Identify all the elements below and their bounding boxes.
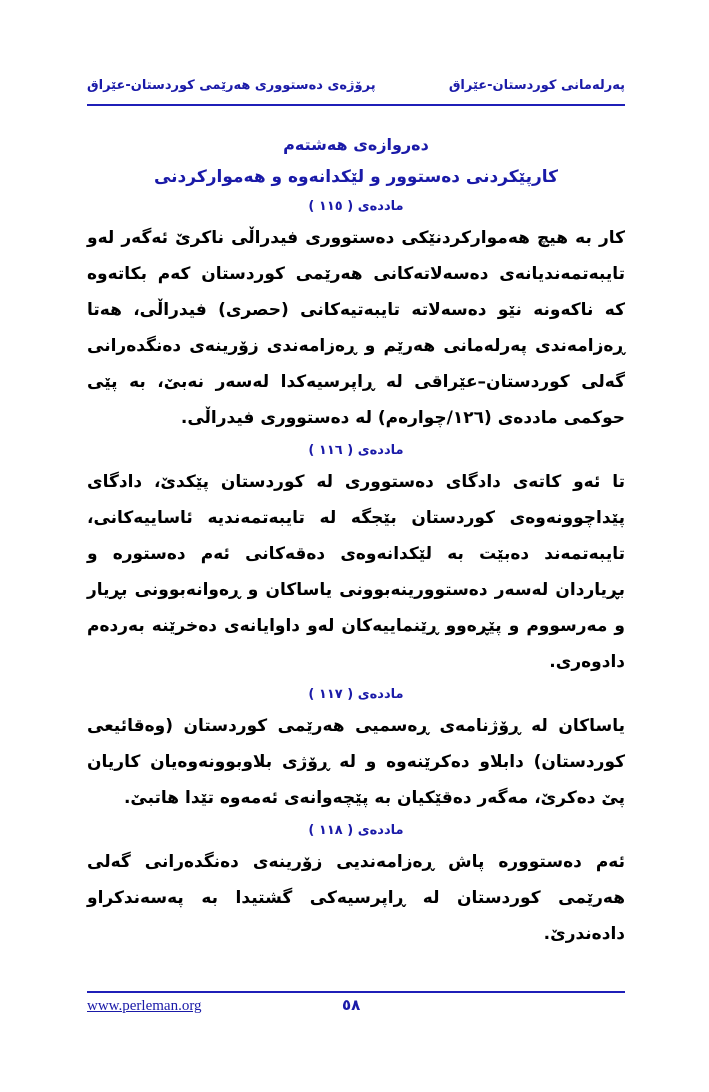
article-heading: ماددەی ( ١١٦ ) — [308, 443, 404, 458]
chapter-title: کارپێکردنی دەستوور و لێکدانەوە و هەمواركردنی — [153, 167, 559, 187]
article-heading: ماددەی ( ١١٥ ) — [308, 199, 404, 214]
article-heading: ماددەی ( ١١٧ ) — [308, 687, 404, 702]
article-text: تا ئەو کاتەی دادگای دەستووری لە کوردستان پێکدێ، دادگای پێداچوونەوەی کوردستان بێجگە لە تایبەتمەندیە ئاساییەکانی، تایبەتمەند دەبێت بە لێکدانەوەی دەقەکانی ئەم دەستورە و بڕیاردان لەسەر دەستوورینەبوونی یاساکان و ڕەوانەبوونی بڕیار و مەرسووم و پێڕەوو ڕێنماییەکان لەو داوایانەی دەخرێنە بەردەم دادوەری. — [87, 472, 625, 672]
page-header — [87, 78, 625, 93]
footer-rule — [87, 991, 625, 993]
footer-website-link[interactable]: www.perleman.org — [87, 998, 202, 1014]
page-number: ٥٨ — [342, 996, 361, 1014]
article-text: ئەم دەستوورە پاش ڕەزامەندیی زۆرینەی دەنگدەرانی گەلی هەرێمی کوردستان لە ڕاپرسیەکی گشتیدا بە پەسەندکراو دادەندرێ. — [87, 852, 625, 944]
article-text: یاساکان لە ڕۆژنامەی ڕەسمیی هەرێمی کوردستان (وەقائیعی کوردستان) دابلاو دەکرێنەوە و لە ڕۆژی بلاوبوونەوەیان کاریان پێ دەکرێ، مەگەر دەقێکیان بە پێچەوانەی ئەمەوە تێدا هاتبێ. — [87, 716, 625, 808]
page-body — [87, 132, 625, 952]
header-parliament-title: پەرلەمانی کوردستان-عێراق — [448, 78, 625, 93]
header-document-title: پرۆژەی دەستووری هەرێمی کوردستان-عێراق — [87, 78, 376, 93]
article-text: کار بە هیچ هەموارکردنێکی دەستووری فیدراڵی ناکرێ ئەگەر لەو تایبەتمەندیانەی دەسەلاتەکانی هەرێمی کوردستان کەم بکاتەوە کە ناکەونە نێو دەسەلاتە تایبەتیەکانی (حصری) فیدراڵی، هەتا ڕەزامەندی پەرلەمانی هەرێم و ڕەزامەندی زۆرینەی دەنگدەرانی گەلی کوردستان–عێراقی لە ڕاپرسیەکدا لەسەر نەبێ، بە پێی حوکمی ماددەی (١٢٦/چوارەم) لە دەستووری فیدراڵی. — [87, 228, 625, 428]
article-heading: ماددەی ( ١١٨ ) — [308, 823, 404, 838]
header-rule — [87, 104, 625, 106]
section-title: دەروازەی هەشتەم — [283, 135, 429, 154]
